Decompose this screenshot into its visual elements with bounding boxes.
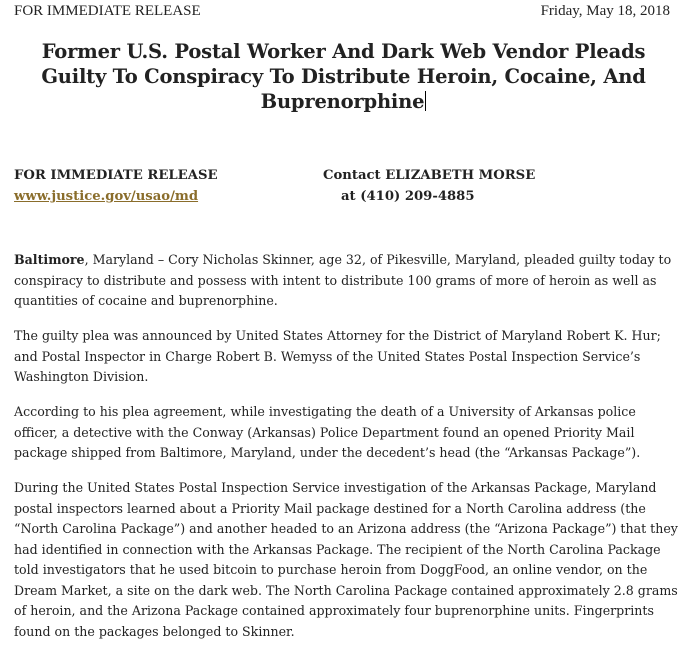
body-paragraph-2: The guilty plea was announced by United States Attorney for the District of Maryland Robert K. Hur; and Postal Inspector in Charge Robert B. Wemyss of the United States Postal Inspection Service’s Washington Division. (14, 328, 661, 384)
body-paragraph-4: During the United States Postal Inspection Service investigation of the Arkansas Package, Maryland postal inspectors learned about a Priority Mail package destined for a North Carolina address (the “North Carolina Package”) and another headed to an Arizona address (the “Arizona Package”) that they had identified in connection with the Arkansas Package. The recipient of the North Carolina Package told investigators that he used bitcoin to purchase heroin from DoggFood, an online vendor, on the Dream Market, a site on the dark web. The North Carolina Package contained approximately 2.8 grams of heroin, and the Arizona Package contained approximately four buprenorphine units. Fingerprints found on the packages belonged to Skinner. (14, 480, 678, 639)
dateline-city: Baltimore (14, 252, 85, 267)
contact-name: Contact ELIZABETH MORSE (323, 168, 536, 183)
contact-phone: at (410) 209-4885 (341, 189, 475, 204)
contact-left-column (14, 165, 218, 207)
paragraph-1-text: , Maryland – Cory Nicholas Skinner, age 32, of Pikesville, Maryland, pleaded guilty today to conspiracy to distribute and possess with intent to distribute 100 grams of more of heroin as well as quantities of cocaine and buprenorphine. (14, 252, 672, 308)
press-release-body (14, 250, 679, 657)
release-label-secondary: FOR IMMEDIATE RELEASE (14, 168, 218, 183)
release-date: Friday, May 18, 2018 (540, 3, 670, 19)
title-line-3-wrap[interactable] (30, 89, 657, 114)
body-paragraph-3: According to his plea agreement, while investigating the death of a University of Arkansas police officer, a detective with the Conway (Arkansas) Police Department found an opened Priority Mail package shipped from Baltimore, Maryland, under the decedent’s head (the “Arkansas Package”). (14, 404, 641, 460)
contact-right-column (323, 165, 535, 207)
title-line-3: Buprenorphine (260, 90, 425, 113)
usao-website-link[interactable]: www.justice.gov/usao/md (14, 189, 199, 204)
release-label: FOR IMMEDIATE RELEASE (14, 3, 201, 19)
title-line-1: Former U.S. Postal Worker And Dark Web Vendor Pleads (41, 40, 646, 63)
press-release-title (30, 39, 657, 114)
text-cursor (425, 91, 426, 111)
title-line-2: Guilty To Conspiracy To Distribute Heroin, Cocaine, And (41, 65, 646, 88)
body-paragraph-1 (14, 250, 679, 312)
